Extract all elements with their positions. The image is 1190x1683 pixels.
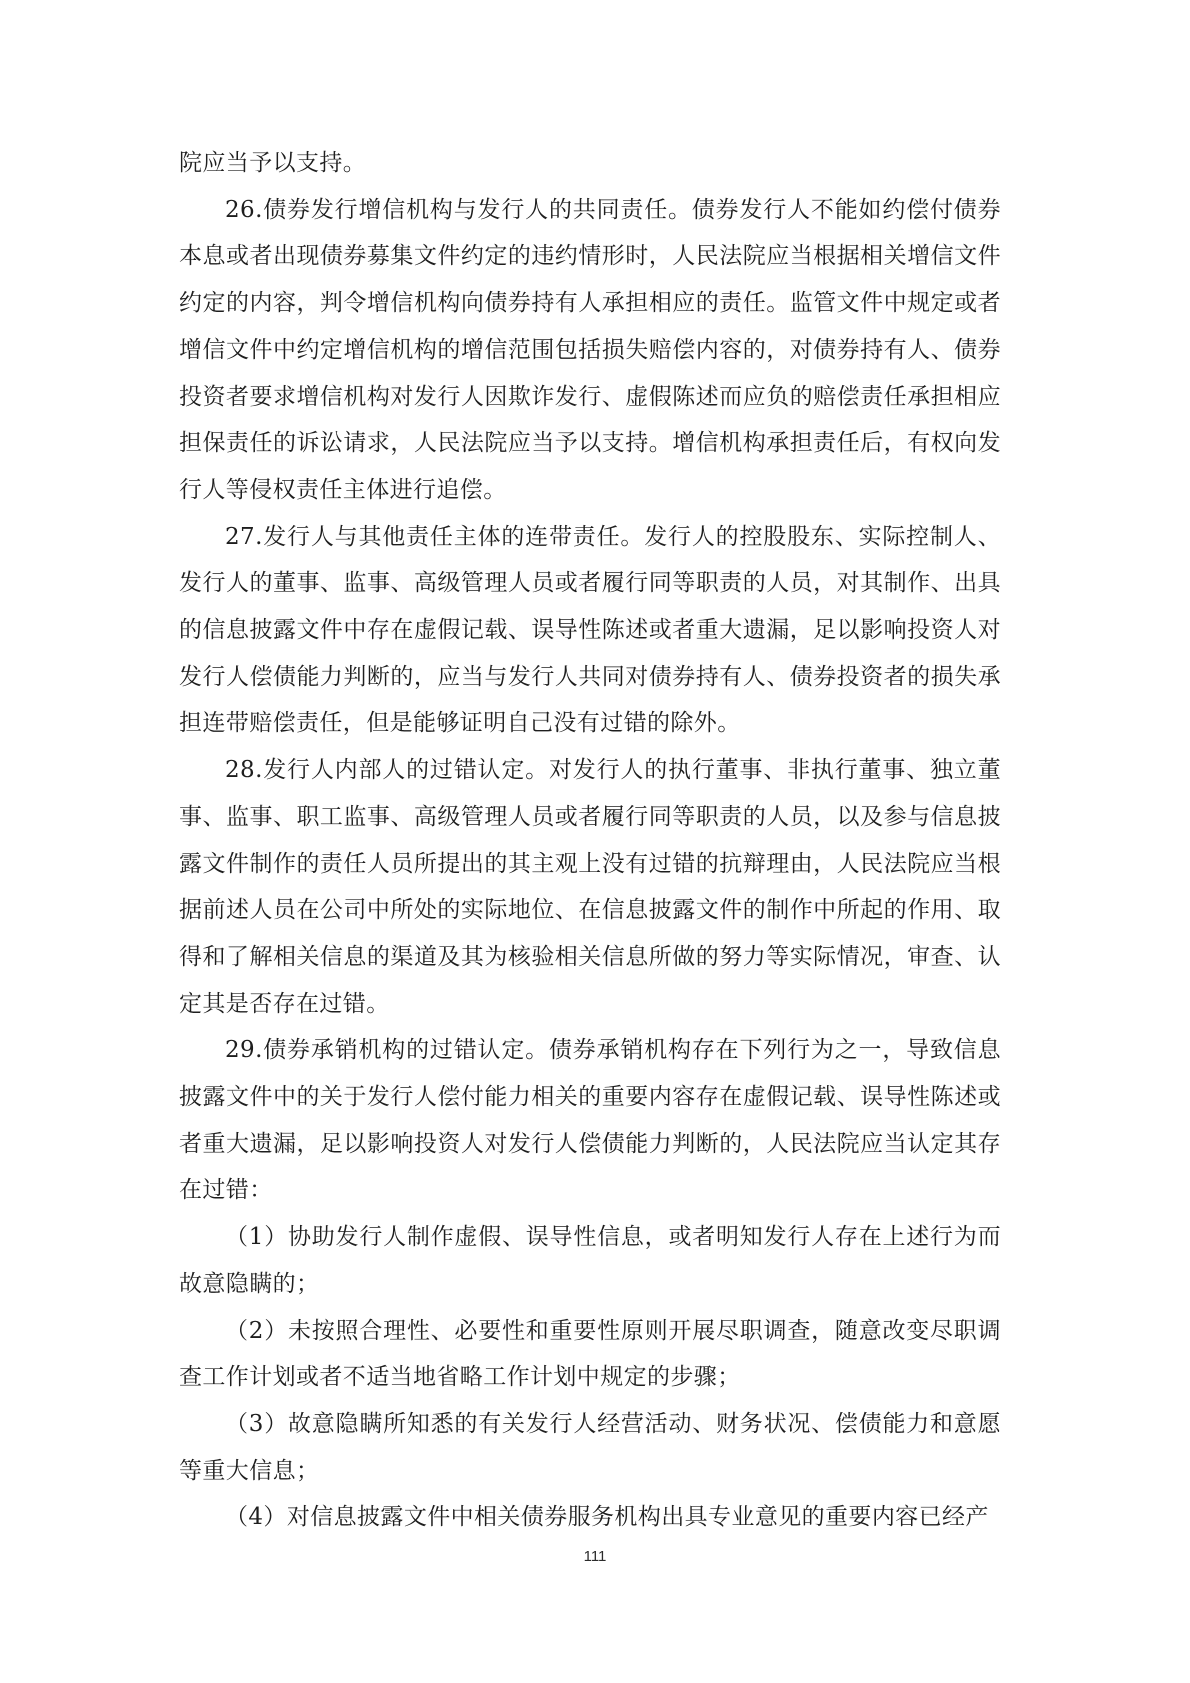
list-item-2: （2）未按照合理性、必要性和重要性原则开展尽职调查，随意改变尽职调查工作计划或者不适当地省略工作计划中规定的步骤； xyxy=(179,1317,1001,1391)
paragraph-clause-28: 28.发行人内部人的过错认定。对发行人的执行董事、非执行董事、独立董事、监事、职工监事、高级管理人员或者履行同等职责的人员，以及参与信息披露文件制作的责任人员所提出的其主观上没有过错的抗辩理由，人民法院应当根据前述人员在公司中所处的实际地位、在信息披露文件的制作中所起的作用、取得和了解相关信息的渠道及其为核验相关信息所做的努力等实际情况，审查、认定其是否存在过错。 xyxy=(179,757,1001,1017)
paragraph-continuation: 院应当予以支持。 xyxy=(179,150,367,176)
list-item-4: （4）对信息披露文件中相关债券服务机构出具专业意见的重要内容已经产 xyxy=(225,1504,989,1531)
list-item-1: （1）协助发行人制作虚假、误导性信息，或者明知发行人存在上述行为而故意隐瞒的； xyxy=(179,1224,1001,1297)
list-item-3: （3）故意隐瞒所知悉的有关发行人经营活动、财务状况、偿债能力和意愿等重大信息； xyxy=(179,1410,1001,1484)
document-body xyxy=(179,140,1001,1541)
paragraph-clause-29: 29.债券承销机构的过错认定。债券承销机构存在下列行为之一，导致信息披露文件中的关于发行人偿付能力相关的重要内容存在虚假记载、误导性陈述或者重大遗漏，足以影响投资人对发行人偿债能力判断的，人民法院应当认定其存在过错： xyxy=(179,1037,1001,1204)
paragraph-clause-26: 26.债券发行增信机构与发行人的共同责任。债券发行人不能如约偿付债券本息或者出现债券募集文件约定的违约情形时，人民法院应当根据相关增信文件约定的内容，判令增信机构向债券持有人承担相应的责任。监管文件中规定或者增信文件中约定增信机构的增信范围包括损失赔偿内容的，对债券持有人、债券投资者要求增信机构对发行人因欺诈发行、虚假陈述而应负的赔偿责任承担相应担保责任的诉讼请求，人民法院应当予以支持。增信机构承担责任后，有权向发行人等侵权责任主体进行追偿。 xyxy=(179,196,1001,503)
page-number: 111 xyxy=(583,1548,607,1565)
paragraph-clause-27: 27.发行人与其他责任主体的连带责任。发行人的控股股东、实际控制人、发行人的董事、监事、高级管理人员或者履行同等职责的人员，对其制作、出具的信息披露文件中存在虚假记载、误导性陈述或者重大遗漏，足以影响投资人对发行人偿债能力判断的，应当与发行人共同对债券持有人、债券投资者的损失承担连带赔偿责任，但是能够证明自己没有过错的除外。 xyxy=(179,523,1001,737)
